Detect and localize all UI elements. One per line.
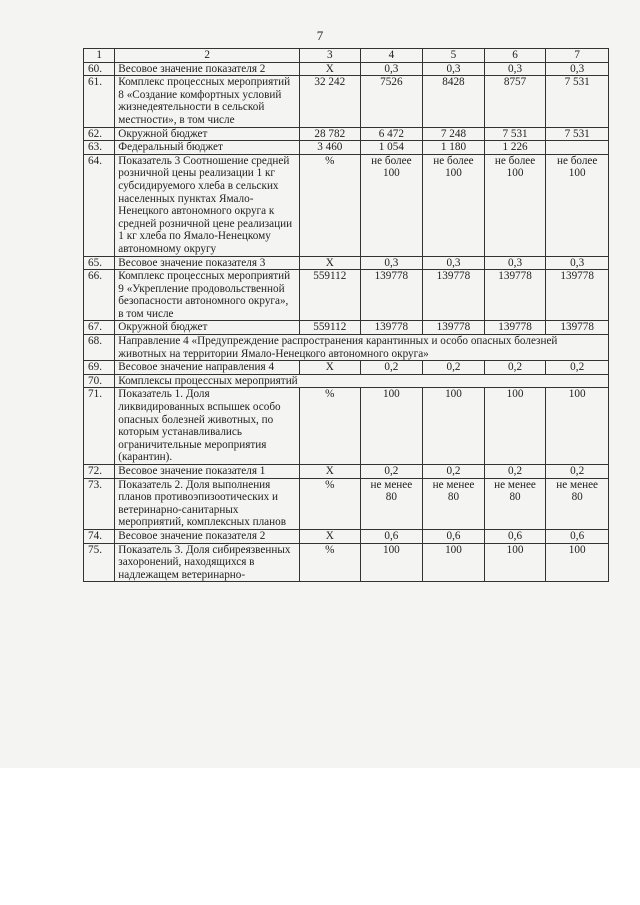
row-number-cell: 75. (84, 543, 115, 582)
value-cell: 100 (546, 388, 609, 465)
header-cell: 3 (300, 49, 361, 63)
value-cell: 0,3 (546, 256, 609, 270)
value-cell: 0,2 (423, 465, 485, 479)
row-number-cell: 67. (84, 321, 115, 335)
row-number-cell: 66. (84, 270, 115, 321)
row-number-cell: 72. (84, 465, 115, 479)
total-cell: 3 460 (300, 141, 361, 155)
table-row (84, 270, 609, 321)
total-cell: Х (300, 529, 361, 543)
value-cell: 139778 (423, 321, 485, 335)
value-cell (546, 141, 609, 155)
row-number-cell: 73. (84, 478, 115, 529)
table-row (84, 127, 609, 141)
row-name-cell: Показатель 3. Доля сибиреязвенных захоронений, находящихся в надлежащем ветеринарно- (115, 543, 300, 582)
row-name-cell: Комплекс процессных мероприятий 8 «Создание комфортных условий жизнедеятельности в сельской местности», в том числе (115, 76, 300, 127)
row-name-cell: Весовое значение показателя 3 (115, 256, 300, 270)
table-row (84, 478, 609, 529)
value-cell: 100 (423, 543, 485, 582)
row-name-cell: Показатель 3 Соотношение средней розничной цены реализации 1 кг субсидируемого хлеба в сельских населенных пунктах Ямало-Ненецкого автономного округа к средней розничной цене реализации 1 кг хлеба по Ямало-Ненецкому автономному округу (115, 154, 300, 256)
value-cell: 0,3 (423, 62, 485, 76)
row-number-cell: 70. (84, 374, 115, 388)
value-cell: 100 (360, 543, 423, 582)
header-cell: 7 (546, 49, 609, 63)
value-cell: 0,6 (546, 529, 609, 543)
table-row (84, 141, 609, 155)
row-number-cell: 63. (84, 141, 115, 155)
value-cell: 0,2 (484, 465, 546, 479)
value-cell: 100 (360, 388, 423, 465)
row-name-cell: Весовое значение показателя 2 (115, 62, 300, 76)
total-cell: Х (300, 62, 361, 76)
value-cell: 100 (484, 543, 546, 582)
value-cell: 139778 (484, 321, 546, 335)
total-cell: % (300, 478, 361, 529)
value-cell: не более 100 (484, 154, 546, 256)
table-row (84, 76, 609, 127)
value-cell: 100 (484, 388, 546, 465)
value-cell: 7526 (360, 76, 423, 127)
row-name-cell: Весовое значение показателя 1 (115, 465, 300, 479)
value-cell: 0,2 (546, 465, 609, 479)
value-cell: не более 100 (360, 154, 423, 256)
value-cell: 0,6 (423, 529, 485, 543)
total-cell: 28 782 (300, 127, 361, 141)
value-cell: 0,3 (484, 256, 546, 270)
total-cell: % (300, 388, 361, 465)
header-cell: 6 (484, 49, 546, 63)
value-cell: 8428 (423, 76, 485, 127)
row-number-cell: 71. (84, 388, 115, 465)
value-cell: не более 100 (423, 154, 485, 256)
value-cell: 0,2 (423, 361, 485, 375)
value-cell: не менее 80 (546, 478, 609, 529)
value-cell: 0,3 (360, 62, 423, 76)
value-cell: 8757 (484, 76, 546, 127)
table-row (84, 529, 609, 543)
header-cell: 1 (84, 49, 115, 63)
row-number-cell: 68. (84, 335, 115, 361)
total-cell: Х (300, 256, 361, 270)
row-number-cell: 60. (84, 62, 115, 76)
table-header-row (84, 49, 609, 63)
value-cell: 100 (423, 388, 485, 465)
value-cell: 139778 (546, 270, 609, 321)
value-cell: 0,2 (484, 361, 546, 375)
table-row (84, 465, 609, 479)
table-row (84, 543, 609, 582)
value-cell: 0,2 (360, 361, 423, 375)
value-cell: 0,6 (484, 529, 546, 543)
row-name-cell: Весовое значение показателя 2 (115, 529, 300, 543)
total-cell: Х (300, 465, 361, 479)
header-cell: 5 (423, 49, 485, 63)
value-cell: 0,6 (360, 529, 423, 543)
row-name-cell: Окружной бюджет (115, 321, 300, 335)
value-cell: не менее 80 (423, 478, 485, 529)
row-name-cell: Показатель 2. Доля выполнения планов противоэпизоотических и ветеринарно-санитарных мероприятий, комплексных планов (115, 478, 300, 529)
value-cell: 139778 (360, 321, 423, 335)
value-cell: 139778 (360, 270, 423, 321)
value-cell: 100 (546, 543, 609, 582)
table-row (84, 361, 609, 375)
value-cell: 7 531 (484, 127, 546, 141)
header-cell: 4 (360, 49, 423, 63)
value-cell: 0,3 (360, 256, 423, 270)
table-row (84, 154, 609, 256)
section-heading-cell: Направление 4 «Предупреждение распространения карантинных и особо опасных болезней животных на территории Ямало-Ненецкого автономного округа» (115, 335, 609, 361)
total-cell: % (300, 154, 361, 256)
page-number: 7 (316, 28, 324, 43)
table-row (84, 374, 609, 388)
value-cell: 0,2 (360, 465, 423, 479)
row-number-cell: 74. (84, 529, 115, 543)
value-cell: 139778 (423, 270, 485, 321)
section-heading-cell: Комплексы процессных мероприятий (115, 374, 609, 388)
table-row (84, 335, 609, 361)
header-cell: 2 (115, 49, 300, 63)
indicators-table (83, 48, 609, 582)
total-cell: 32 242 (300, 76, 361, 127)
value-cell: 0,3 (423, 256, 485, 270)
row-name-cell: Весовое значение направления 4 (115, 361, 300, 375)
value-cell: 0,3 (484, 62, 546, 76)
row-name-cell: Федеральный бюджет (115, 141, 300, 155)
table-row (84, 62, 609, 76)
total-cell: Х (300, 361, 361, 375)
table-row (84, 321, 609, 335)
value-cell: 1 226 (484, 141, 546, 155)
value-cell: 7 531 (546, 76, 609, 127)
value-cell: не менее 80 (484, 478, 546, 529)
row-number-cell: 61. (84, 76, 115, 127)
value-cell: 139778 (484, 270, 546, 321)
row-name-cell: Окружной бюджет (115, 127, 300, 141)
row-number-cell: 69. (84, 361, 115, 375)
value-cell: 0,2 (546, 361, 609, 375)
total-cell: % (300, 543, 361, 582)
row-number-cell: 65. (84, 256, 115, 270)
value-cell: 7 531 (546, 127, 609, 141)
value-cell: 1 054 (360, 141, 423, 155)
value-cell: не более 100 (546, 154, 609, 256)
value-cell: 0,3 (546, 62, 609, 76)
row-name-cell: Показатель 1. Доля ликвидированных вспышек особо опасных болезней животных, по которым устанавливались ограничительные мероприятия (карантин). (115, 388, 300, 465)
row-number-cell: 62. (84, 127, 115, 141)
row-name-cell: Комплекс процессных мероприятий 9 «Укрепление продовольственной безопасности автономного округа», в том числе (115, 270, 300, 321)
row-number-cell: 64. (84, 154, 115, 256)
total-cell: 559112 (300, 270, 361, 321)
table-row (84, 256, 609, 270)
value-cell: не менее 80 (360, 478, 423, 529)
value-cell: 139778 (546, 321, 609, 335)
value-cell: 7 248 (423, 127, 485, 141)
total-cell: 559112 (300, 321, 361, 335)
value-cell: 1 180 (423, 141, 485, 155)
value-cell: 6 472 (360, 127, 423, 141)
table-row (84, 388, 609, 465)
